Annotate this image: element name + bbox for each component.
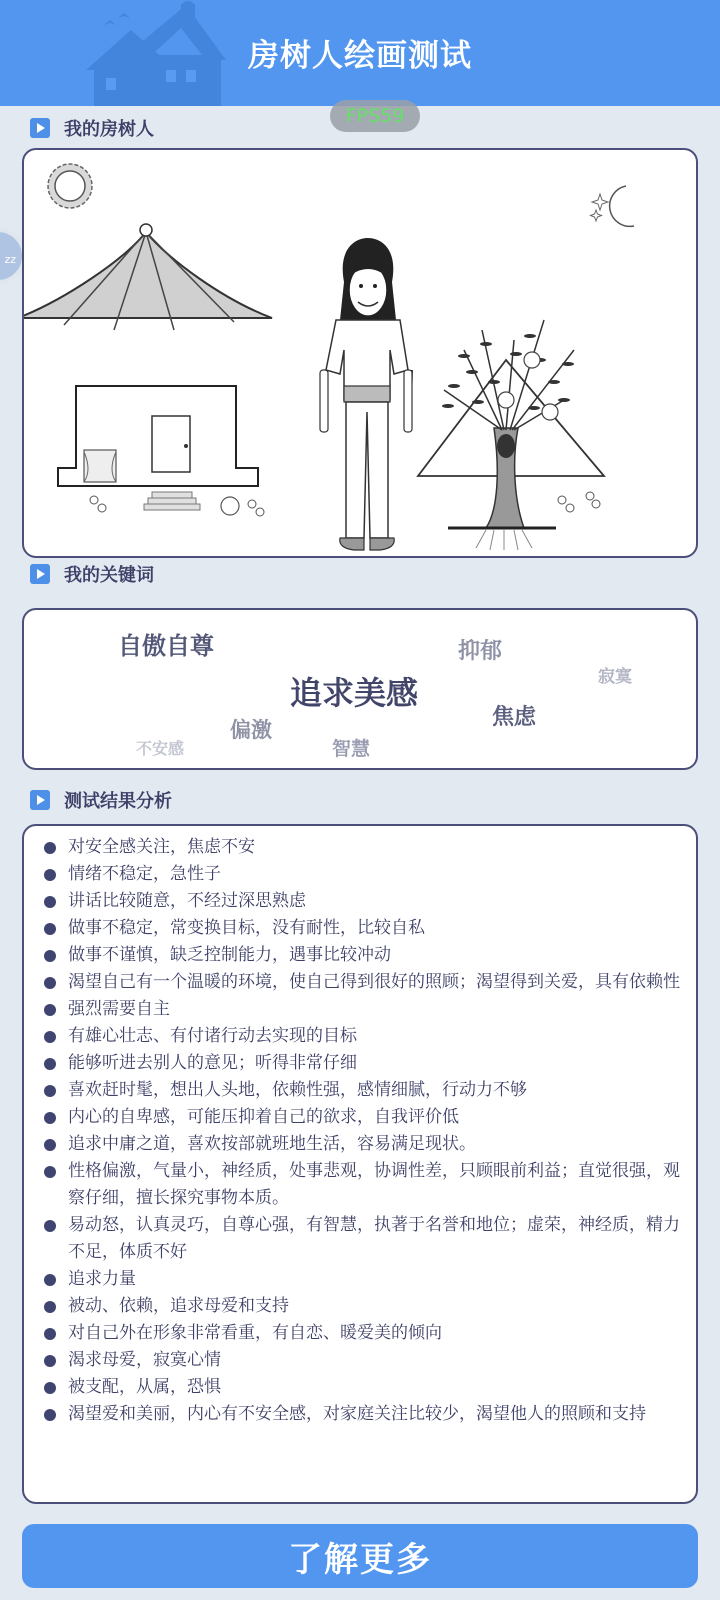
section-title-text: 我的房树人 (64, 119, 154, 140)
analysis-item: 有雄心壮志、有付诸行动去实现的目标 (44, 1023, 682, 1050)
drawing-panel (22, 148, 698, 558)
person-figure (320, 238, 412, 550)
house-tree-person-drawing (24, 150, 696, 556)
tree-figure (418, 320, 604, 550)
section-title-text: 我的关键词 (64, 565, 154, 586)
analysis-item: 做事不稳定，常变换目标，没有耐性，比较自私 (44, 915, 682, 942)
analysis-item: 渴望爱和美丽，内心有不安全感，对家庭关注比较少，渴望他人的照顾和支持 (44, 1401, 682, 1428)
sun-icon (48, 164, 92, 208)
section-title-text: 测试结果分析 (64, 791, 172, 812)
keyword-tag: 偏激 (230, 718, 272, 742)
fps-counter: FPS59 (330, 100, 420, 132)
house-body (58, 386, 264, 516)
analysis-item: 强烈需要自主 (44, 996, 682, 1023)
keyword-tag: 抑郁 (458, 639, 503, 664)
analysis-item: 讲话比较随意，不经过深思熟虑 (44, 888, 682, 915)
analysis-item: 对自己外在形象非常看重，有自恋、暖爱美的倾向 (44, 1320, 682, 1347)
keyword-tag: 寂寞 (598, 667, 632, 687)
analysis-item: 内心的自卑感，可能压抑着自己的欲求，自我评价低 (44, 1104, 682, 1131)
analysis-item: 被动、依赖，追求母爱和支持 (44, 1293, 682, 1320)
keyword-tag: 自傲自尊 (118, 632, 214, 660)
side-float-button[interactable]: zz (0, 228, 26, 284)
keywords-panel (22, 608, 698, 770)
analysis-item: 做事不谨慎，缺乏控制能力，遇事比较冲动 (44, 942, 682, 969)
keyword-tag: 追求美感 (290, 674, 419, 712)
learn-more-button[interactable]: 了解更多 (22, 1524, 698, 1588)
section-title-analysis (30, 786, 172, 814)
section-title-drawing (30, 114, 154, 142)
play-icon (30, 790, 50, 810)
section-title-keywords (30, 560, 154, 588)
app-header (0, 0, 720, 106)
house-roof (24, 224, 272, 330)
analysis-item: 对安全感关注，焦虑不安 (44, 834, 682, 861)
analysis-item: 被支配，从属，恐惧 (44, 1374, 682, 1401)
analysis-panel (22, 824, 698, 1504)
play-icon (30, 564, 50, 584)
analysis-list (24, 826, 696, 1428)
keyword-tag: 焦虑 (492, 705, 537, 730)
moon-icon (591, 186, 635, 226)
analysis-item: 追求中庸之道，喜欢按部就班地生活，容易满足现状。 (44, 1131, 682, 1158)
analysis-item: 渴望自己有一个温暖的环境，使自己得到很好的照顾；渴望得到关爱，具有依赖性 (44, 969, 682, 996)
analysis-item: 情绪不稳定，急性子 (44, 861, 682, 888)
page-title: 房树人绘画测试 (248, 38, 472, 74)
keyword-tag: 不安感 (136, 739, 185, 758)
keyword-tag: 智慧 (332, 738, 371, 760)
analysis-item: 能够听进去别人的意见；听得非常仔细 (44, 1050, 682, 1077)
play-icon (30, 118, 50, 138)
analysis-item: 渴求母爱，寂寞心情 (44, 1347, 682, 1374)
analysis-item: 易动怒，认真灵巧，自尊心强，有智慧，执著于名誉和地位；虚荣，神经质，精力不足，体质不好 (44, 1212, 682, 1266)
analysis-item: 喜欢赶时髦，想出人头地，依赖性强，感情细腻，行动力不够 (44, 1077, 682, 1104)
analysis-item: 性格偏激，气量小，神经质，处事悲观，协调性差，只顾眼前利益；直觉很强，观察仔细，擅长探究事物本质。 (44, 1158, 682, 1212)
analysis-item: 追求力量 (44, 1266, 682, 1293)
